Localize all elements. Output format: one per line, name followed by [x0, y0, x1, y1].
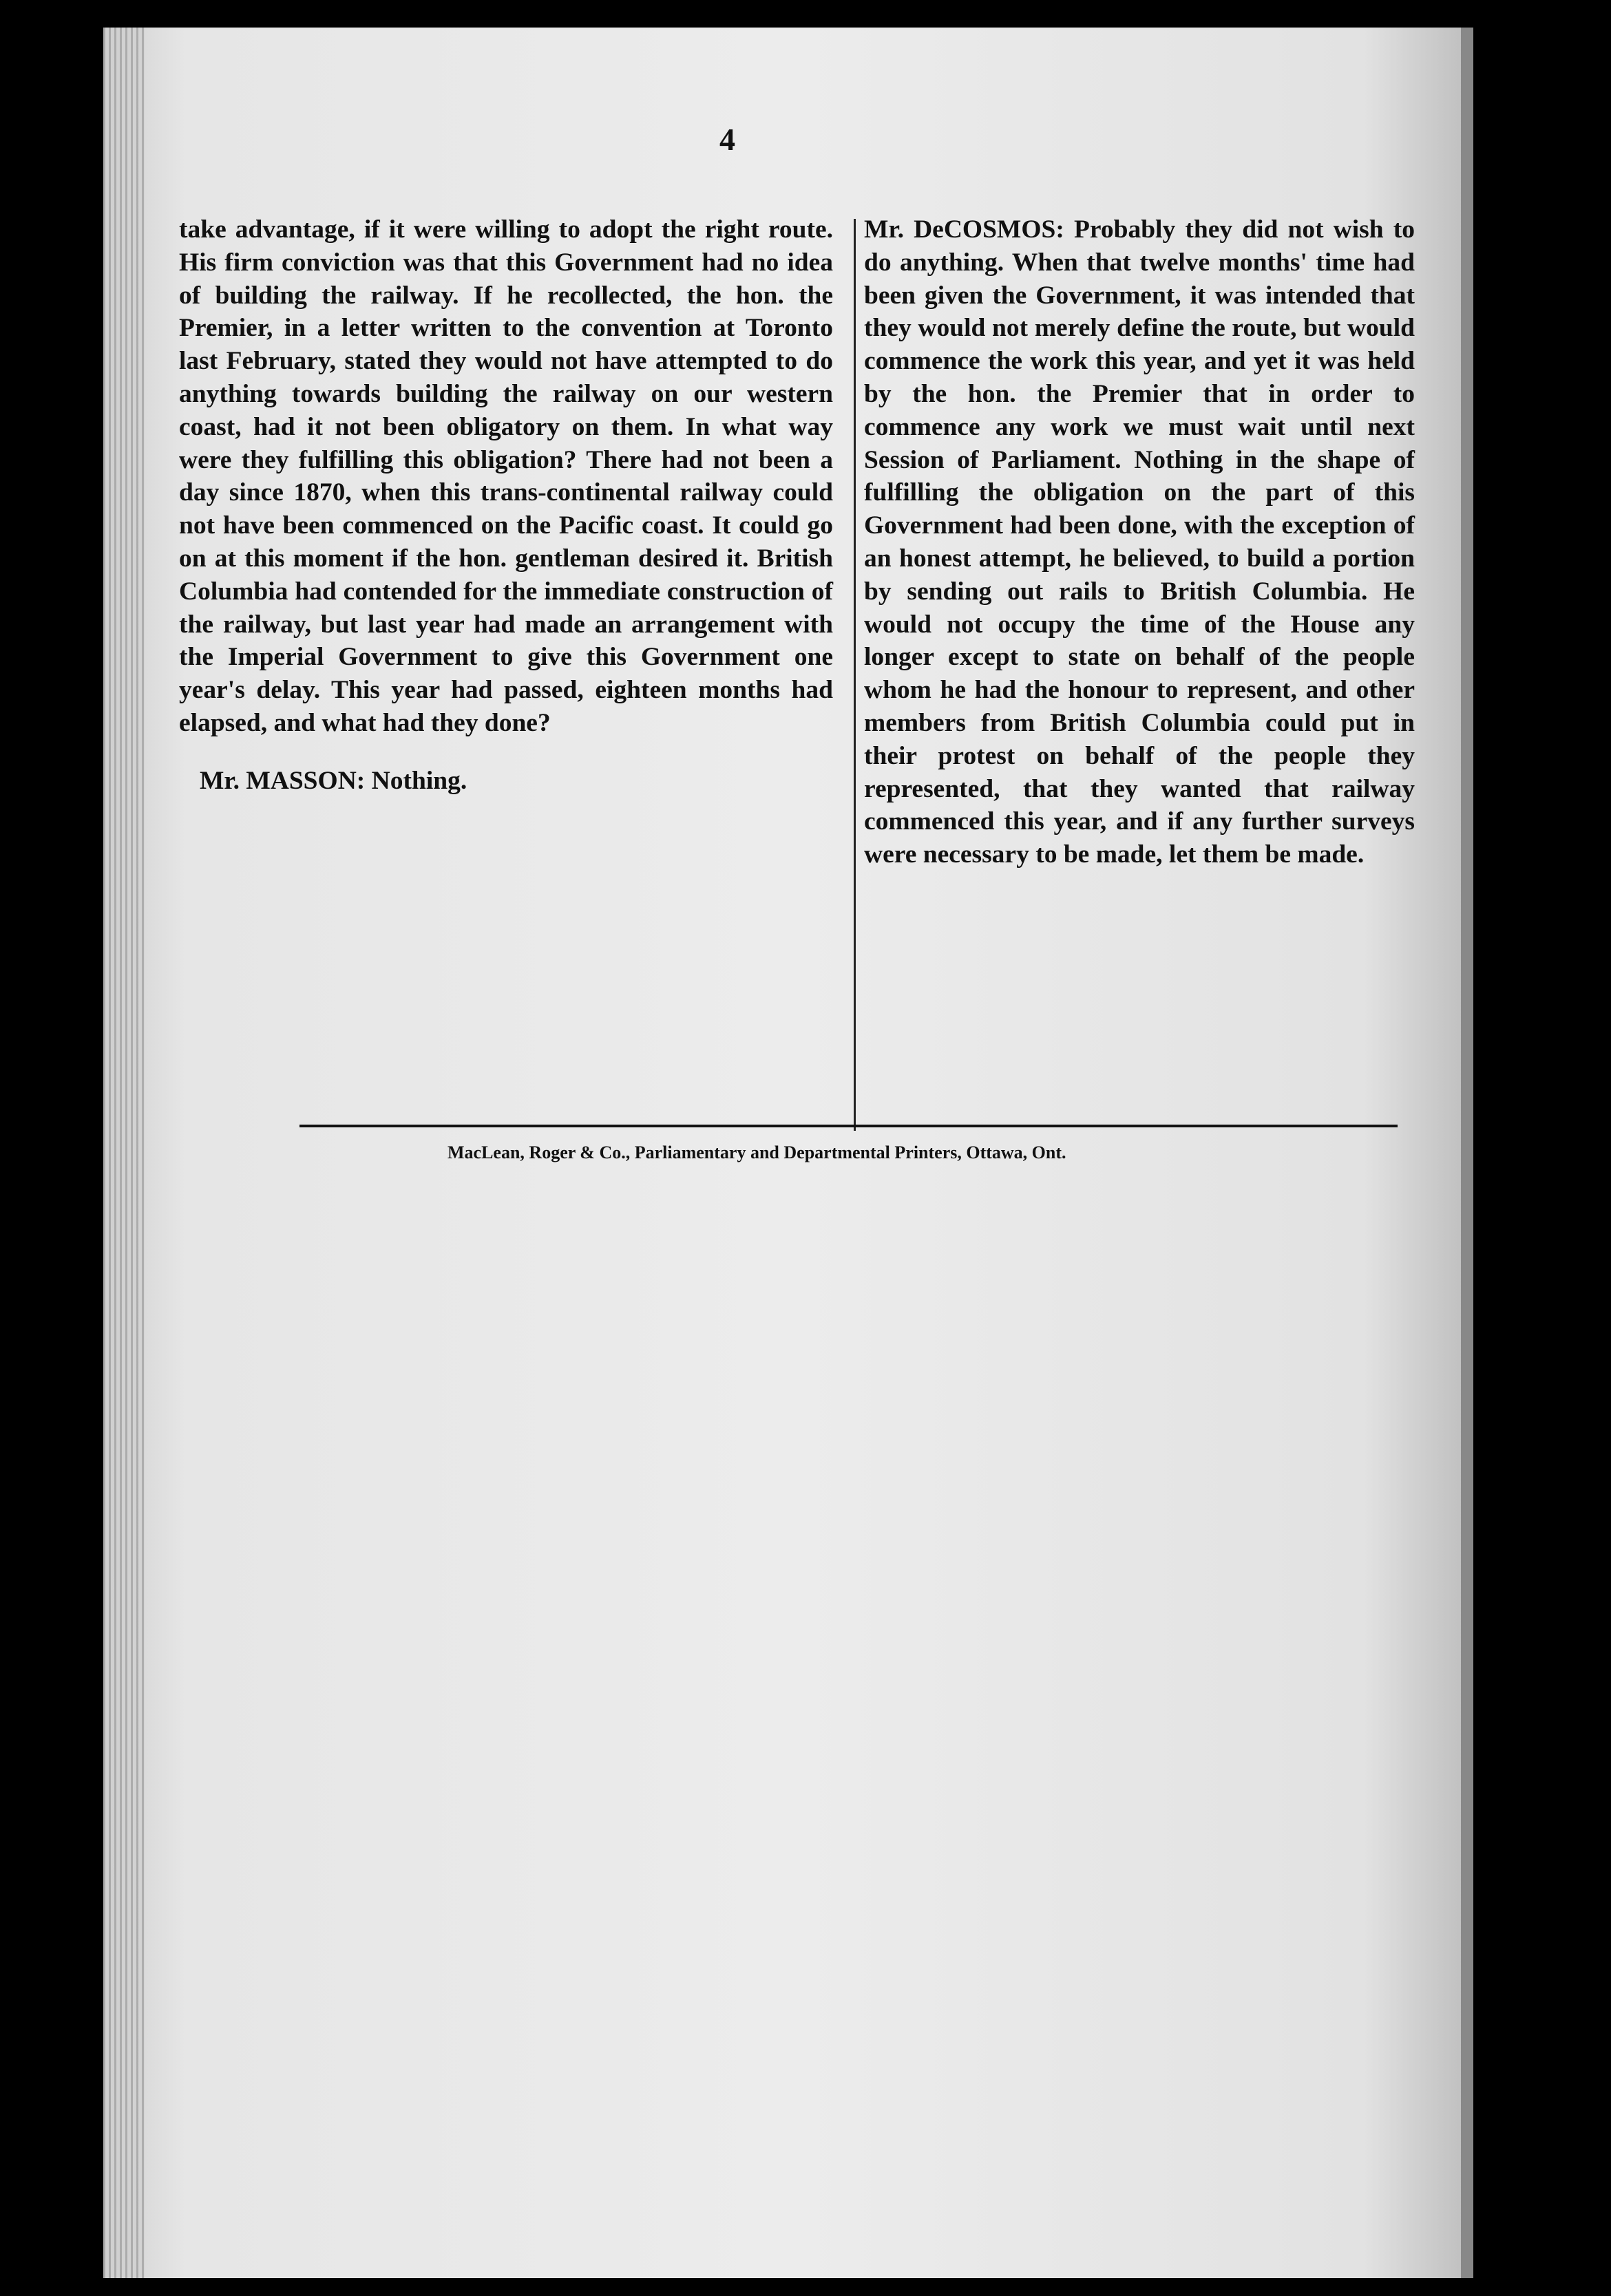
left-column-paragraph: take advantage, if it were willing to adopt the right route. His firm conviction was that this Government had no idea of building the railway. If he recollected, the hon. the Premier, in a letter written to the convention at Toronto last February, stated they would not have attempted to do anything towards building the railway on our western coast, had it not been obligatory on them. In what way were they fulfilling this obligation? There had not been a day since 1870, when this trans-continental railway could not have been commenced on the Pacific coast. It could go on at this moment if the hon. gentleman desired it. British Columbia had contended for the immediate construction of the railway, but last year had made an arrangement with the Imperial Government to give this Government one year's delay. This year had passed, eighteen months had elapsed, and what had they done?: [179, 215, 833, 737]
printer-imprint: MacLean, Roger & Co., Parliamentary and Departmental Printers, Ottawa, Ont.: [448, 1142, 1066, 1162]
page-number: 4: [719, 122, 735, 157]
left-column: [179, 213, 833, 798]
decosmos-remark: [864, 213, 1415, 871]
masson-remark: [179, 765, 833, 798]
masson-speech: Nothing.: [371, 766, 467, 795]
page-right-edge: [1461, 28, 1473, 2278]
speaker-masson: Mr. MASSON:: [200, 766, 366, 795]
right-column: [864, 213, 1415, 871]
page-binding-edge: [103, 28, 145, 2278]
column-divider: [854, 219, 856, 1131]
decosmos-speech: Probably they did not wish to do anything. When that twelve months' time had been given the Government, it was intended that they would not merely define the route, but would commence the work this year, and yet it was held by the hon. the Premier that in order to commence any work we must wait until next Session of Parliament. Nothing in the shape of fulfilling the obligation on the part of this Government had been done, with the exception of an honest attempt, he believed, to build a portion by sending out rails to British Columbia. He would not occupy the time of the House any longer except to state on behalf of the people whom he had the honour to represent, and other members from British Columbia could put in their protest on behalf of the people they represented, that they wanted that railway commenced this year, and if any further surveys were necessary to be made, let them be made.: [864, 215, 1415, 869]
footer-rule: [299, 1125, 1398, 1127]
speaker-decosmos: Mr. DeCOSMOS:: [864, 215, 1064, 244]
